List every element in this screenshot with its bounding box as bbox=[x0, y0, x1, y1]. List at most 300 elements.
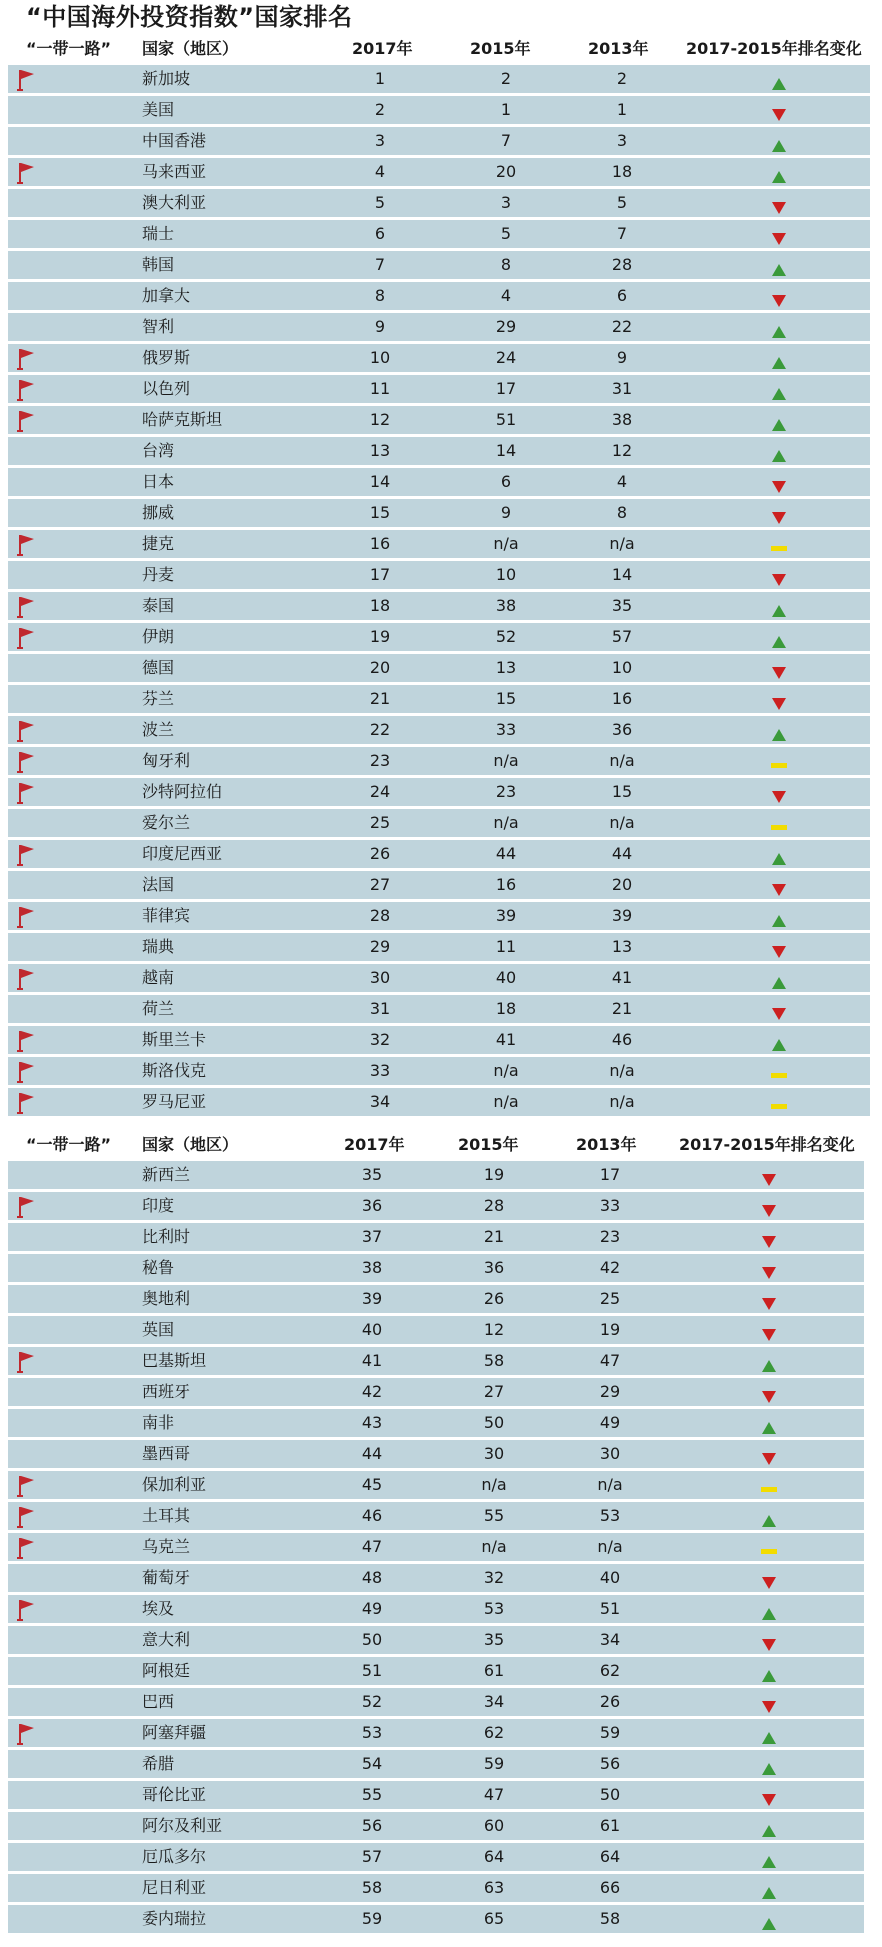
rank-2015: 41 bbox=[495, 1030, 517, 1049]
country-name: 德国 bbox=[142, 658, 175, 677]
dash-icon bbox=[761, 1478, 777, 1492]
country-name: 中国香港 bbox=[142, 131, 207, 150]
triangle-down-icon bbox=[761, 1571, 777, 1585]
country-name: 巴西 bbox=[142, 1692, 175, 1711]
table-row bbox=[8, 189, 870, 217]
country-name: 埃及 bbox=[142, 1599, 175, 1618]
country-name: 爱尔兰 bbox=[142, 813, 191, 832]
rank-2015: 44 bbox=[495, 844, 517, 863]
table-row bbox=[8, 1812, 864, 1840]
rank-2013: n/a bbox=[609, 1092, 635, 1111]
rank-2013: 51 bbox=[599, 1599, 621, 1618]
belt-road-flag-icon bbox=[16, 409, 38, 433]
rank-2015: n/a bbox=[493, 751, 519, 770]
rank-2017: 36 bbox=[361, 1196, 383, 1215]
rank-2013: 40 bbox=[599, 1568, 621, 1587]
rank-2015: 21 bbox=[483, 1227, 505, 1246]
table-row bbox=[8, 809, 870, 837]
table-row bbox=[8, 1285, 864, 1313]
rank-2017: 3 bbox=[374, 131, 386, 150]
rank-2017: 59 bbox=[361, 1909, 383, 1928]
rank-2017: 47 bbox=[361, 1537, 383, 1556]
country-name: 沙特阿拉伯 bbox=[142, 782, 223, 801]
triangle-up-icon bbox=[761, 1726, 777, 1740]
rank-2015: 39 bbox=[495, 906, 517, 925]
rank-2015: 5 bbox=[500, 224, 512, 243]
belt-road-flag-icon bbox=[16, 533, 38, 557]
dash-icon bbox=[771, 537, 787, 551]
table-body bbox=[8, 1161, 870, 1933]
rank-2015: 53 bbox=[483, 1599, 505, 1618]
table-row bbox=[8, 902, 870, 930]
rank-2013: n/a bbox=[609, 1061, 635, 1080]
belt-road-flag-icon bbox=[16, 967, 38, 991]
rank-2013: n/a bbox=[609, 534, 635, 553]
triangle-up-icon bbox=[761, 1354, 777, 1368]
triangle-down-icon bbox=[771, 289, 787, 303]
country-name: 日本 bbox=[142, 472, 175, 491]
triangle-up-icon bbox=[771, 599, 787, 613]
header-country: 国家（地区） bbox=[142, 38, 239, 58]
rank-2013: 15 bbox=[611, 782, 633, 801]
country-name: 韩国 bbox=[142, 255, 175, 274]
rank-2017: 18 bbox=[369, 596, 391, 615]
belt-road-flag-icon bbox=[16, 1350, 38, 1374]
rank-2015: 47 bbox=[483, 1785, 505, 1804]
country-name: 厄瓜多尔 bbox=[142, 1847, 207, 1866]
rank-2013: 22 bbox=[611, 317, 633, 336]
rank-2013: 6 bbox=[616, 286, 628, 305]
table-row bbox=[8, 1750, 864, 1778]
belt-road-flag-icon bbox=[16, 719, 38, 743]
rank-2013: 7 bbox=[616, 224, 628, 243]
rank-2013: 59 bbox=[599, 1723, 621, 1742]
triangle-up-icon bbox=[771, 413, 787, 427]
country-name: 意大利 bbox=[142, 1630, 191, 1649]
table-row bbox=[8, 778, 870, 806]
table-row bbox=[8, 1409, 864, 1437]
rank-2013: 33 bbox=[599, 1196, 621, 1215]
country-name: 加拿大 bbox=[142, 286, 191, 305]
table-row bbox=[8, 313, 870, 341]
triangle-down-icon bbox=[761, 1199, 777, 1213]
belt-road-flag-icon bbox=[16, 1091, 38, 1115]
rank-2013: 23 bbox=[599, 1227, 621, 1246]
header-2017: 2017年 bbox=[352, 38, 413, 58]
rank-2015: 1 bbox=[500, 100, 512, 119]
table-row bbox=[8, 685, 870, 713]
country-name: 墨西哥 bbox=[142, 1444, 191, 1463]
country-name: 阿根廷 bbox=[142, 1661, 191, 1680]
rank-2013: 64 bbox=[599, 1847, 621, 1866]
rank-2017: 50 bbox=[361, 1630, 383, 1649]
rank-2015: 20 bbox=[495, 162, 517, 181]
rank-2017: 48 bbox=[361, 1568, 383, 1587]
table-row bbox=[8, 716, 870, 744]
triangle-down-icon bbox=[761, 1323, 777, 1337]
rank-2015: 59 bbox=[483, 1754, 505, 1773]
rank-2015: 18 bbox=[495, 999, 517, 1018]
triangle-down-icon bbox=[771, 227, 787, 241]
triangle-up-icon bbox=[761, 1416, 777, 1430]
rank-2013: 1 bbox=[616, 100, 628, 119]
rank-2015: 7 bbox=[500, 131, 512, 150]
table-row bbox=[8, 1905, 864, 1933]
dash-icon bbox=[761, 1540, 777, 1554]
rank-2015: 58 bbox=[483, 1351, 505, 1370]
country-name: 越南 bbox=[142, 968, 175, 987]
header-country: 国家（地区） bbox=[142, 1134, 239, 1154]
triangle-up-icon bbox=[761, 1757, 777, 1771]
table-row bbox=[8, 96, 870, 124]
triangle-up-icon bbox=[761, 1881, 777, 1895]
rank-2017: 2 bbox=[374, 100, 386, 119]
table-row bbox=[8, 1471, 864, 1499]
country-name: 泰国 bbox=[142, 596, 175, 615]
rank-2017: 53 bbox=[361, 1723, 383, 1742]
rank-2013: 3 bbox=[616, 131, 628, 150]
rank-2017: 4 bbox=[374, 162, 386, 181]
rank-2017: 33 bbox=[369, 1061, 391, 1080]
rank-2017: 41 bbox=[361, 1351, 383, 1370]
triangle-up-icon bbox=[771, 382, 787, 396]
dash-icon bbox=[771, 1095, 787, 1109]
country-name: 斯里兰卡 bbox=[142, 1030, 207, 1049]
rank-2013: 8 bbox=[616, 503, 628, 522]
triangle-up-icon bbox=[771, 165, 787, 179]
table-body bbox=[8, 65, 870, 1116]
rank-2015: 12 bbox=[483, 1320, 505, 1339]
rank-2017: 14 bbox=[369, 472, 391, 491]
triangle-up-icon bbox=[761, 1912, 777, 1926]
triangle-up-icon bbox=[761, 1819, 777, 1833]
rank-2017: 30 bbox=[369, 968, 391, 987]
country-name: 希腊 bbox=[142, 1754, 175, 1773]
country-name: 波兰 bbox=[142, 720, 175, 739]
rank-2015: 61 bbox=[483, 1661, 505, 1680]
rank-2013: 26 bbox=[599, 1692, 621, 1711]
triangle-down-icon bbox=[761, 1788, 777, 1802]
header-2013: 2013年 bbox=[576, 1134, 637, 1154]
table-row bbox=[8, 1843, 864, 1871]
rank-2015: 40 bbox=[495, 968, 517, 987]
country-name: 保加利亚 bbox=[142, 1475, 207, 1494]
belt-road-flag-icon bbox=[16, 781, 38, 805]
table-row bbox=[8, 1026, 870, 1054]
rank-2017: 42 bbox=[361, 1382, 383, 1401]
header-change: 2017-2015年排名变化 bbox=[679, 1134, 855, 1154]
table-row bbox=[8, 1057, 870, 1085]
rank-2015: n/a bbox=[493, 1061, 519, 1080]
belt-road-flag-icon bbox=[16, 1505, 38, 1529]
country-name: 芬兰 bbox=[142, 689, 175, 708]
country-name: 捷克 bbox=[142, 534, 175, 553]
table-row bbox=[8, 344, 870, 372]
triangle-up-icon bbox=[771, 723, 787, 737]
rank-2017: 58 bbox=[361, 1878, 383, 1897]
rank-2013: 17 bbox=[599, 1165, 621, 1184]
rank-2015: 16 bbox=[495, 875, 517, 894]
rank-2015: 62 bbox=[483, 1723, 505, 1742]
rank-2013: 46 bbox=[611, 1030, 633, 1049]
country-name: 匈牙利 bbox=[142, 751, 191, 770]
triangle-up-icon bbox=[761, 1664, 777, 1678]
belt-road-flag-icon bbox=[16, 161, 38, 185]
table-row bbox=[8, 1781, 864, 1809]
rank-2013: 16 bbox=[611, 689, 633, 708]
table-row bbox=[8, 1088, 870, 1116]
ranking-table-2 bbox=[8, 1128, 870, 1936]
rank-2013: 57 bbox=[611, 627, 633, 646]
rank-2017: 39 bbox=[361, 1289, 383, 1308]
rank-2017: 25 bbox=[369, 813, 391, 832]
triangle-up-icon bbox=[771, 258, 787, 272]
table-row bbox=[8, 1874, 864, 1902]
rank-2017: 9 bbox=[374, 317, 386, 336]
rank-2017: 11 bbox=[369, 379, 391, 398]
belt-road-flag-icon bbox=[16, 1474, 38, 1498]
rank-2013: 58 bbox=[599, 1909, 621, 1928]
rank-2013: 34 bbox=[599, 1630, 621, 1649]
triangle-up-icon bbox=[771, 320, 787, 334]
belt-road-flag-icon bbox=[16, 1060, 38, 1084]
table-row bbox=[8, 995, 870, 1023]
rank-2013: 19 bbox=[599, 1320, 621, 1339]
rank-2015: 26 bbox=[483, 1289, 505, 1308]
rank-2017: 35 bbox=[361, 1165, 383, 1184]
triangle-up-icon bbox=[771, 909, 787, 923]
country-name: 土耳其 bbox=[142, 1506, 191, 1525]
rank-2017: 5 bbox=[374, 193, 386, 212]
rank-2015: n/a bbox=[481, 1475, 507, 1494]
table-row bbox=[8, 1161, 864, 1189]
belt-road-flag-icon bbox=[16, 1722, 38, 1746]
rank-2017: 6 bbox=[374, 224, 386, 243]
rank-2013: 29 bbox=[599, 1382, 621, 1401]
triangle-down-icon bbox=[761, 1261, 777, 1275]
rank-2017: 44 bbox=[361, 1444, 383, 1463]
table-row bbox=[8, 406, 870, 434]
rank-2015: 6 bbox=[500, 472, 512, 491]
dash-icon bbox=[771, 816, 787, 830]
rank-2017: 12 bbox=[369, 410, 391, 429]
triangle-down-icon bbox=[771, 1002, 787, 1016]
belt-road-flag-icon bbox=[16, 905, 38, 929]
header-2015: 2015年 bbox=[470, 38, 531, 58]
rank-2017: 46 bbox=[361, 1506, 383, 1525]
belt-road-flag-icon bbox=[16, 626, 38, 650]
belt-road-flag-icon bbox=[16, 378, 38, 402]
rank-2015: 64 bbox=[483, 1847, 505, 1866]
table-row bbox=[8, 468, 870, 496]
rank-2013: 5 bbox=[616, 193, 628, 212]
country-name: 新加坡 bbox=[142, 69, 191, 88]
country-name: 阿塞拜疆 bbox=[142, 1723, 207, 1742]
triangle-down-icon bbox=[761, 1695, 777, 1709]
triangle-up-icon bbox=[761, 1850, 777, 1864]
country-name: 葡萄牙 bbox=[142, 1568, 191, 1587]
rank-2017: 29 bbox=[369, 937, 391, 956]
table-row bbox=[8, 1564, 864, 1592]
country-name: 秘鲁 bbox=[142, 1258, 175, 1277]
rank-2015: 65 bbox=[483, 1909, 505, 1928]
rank-2017: 51 bbox=[361, 1661, 383, 1680]
table-row bbox=[8, 1688, 864, 1716]
rank-2013: 31 bbox=[611, 379, 633, 398]
table-row bbox=[8, 1347, 864, 1375]
rank-2017: 20 bbox=[369, 658, 391, 677]
belt-road-flag-icon bbox=[16, 595, 38, 619]
triangle-down-icon bbox=[771, 785, 787, 799]
rank-2013: 12 bbox=[611, 441, 633, 460]
rank-2015: 51 bbox=[495, 410, 517, 429]
country-name: 尼日利亚 bbox=[142, 1878, 207, 1897]
rank-2013: 13 bbox=[611, 937, 633, 956]
rank-2013: 56 bbox=[599, 1754, 621, 1773]
country-name: 菲律宾 bbox=[142, 906, 191, 925]
rank-2015: 33 bbox=[495, 720, 517, 739]
rank-2013: 14 bbox=[611, 565, 633, 584]
ranking-table-1 bbox=[8, 32, 870, 1119]
country-name: 马来西亚 bbox=[142, 162, 207, 181]
table-row bbox=[8, 65, 870, 93]
rank-2015: 38 bbox=[495, 596, 517, 615]
table-header bbox=[8, 32, 870, 62]
triangle-up-icon bbox=[771, 630, 787, 644]
rank-2015: 24 bbox=[495, 348, 517, 367]
rank-2017: 15 bbox=[369, 503, 391, 522]
rank-2013: n/a bbox=[597, 1475, 623, 1494]
dash-icon bbox=[771, 1064, 787, 1078]
rank-2013: n/a bbox=[609, 813, 635, 832]
table-row bbox=[8, 1378, 864, 1406]
country-name: 新西兰 bbox=[142, 1165, 191, 1184]
rank-2013: 9 bbox=[616, 348, 628, 367]
triangle-up-icon bbox=[771, 971, 787, 985]
rank-2013: 21 bbox=[611, 999, 633, 1018]
triangle-down-icon bbox=[771, 878, 787, 892]
rank-2015: 63 bbox=[483, 1878, 505, 1897]
rank-2013: 36 bbox=[611, 720, 633, 739]
rank-2013: 53 bbox=[599, 1506, 621, 1525]
rank-2013: 2 bbox=[616, 69, 628, 88]
country-name: 智利 bbox=[142, 317, 175, 336]
table-row bbox=[8, 1595, 864, 1623]
triangle-up-icon bbox=[761, 1602, 777, 1616]
rank-2017: 55 bbox=[361, 1785, 383, 1804]
country-name: 西班牙 bbox=[142, 1382, 191, 1401]
table-row bbox=[8, 251, 870, 279]
triangle-down-icon bbox=[771, 103, 787, 117]
table-row bbox=[8, 437, 870, 465]
rank-2013: 10 bbox=[611, 658, 633, 677]
table-row bbox=[8, 933, 870, 961]
rank-2013: 25 bbox=[599, 1289, 621, 1308]
rank-2017: 45 bbox=[361, 1475, 383, 1494]
triangle-down-icon bbox=[761, 1385, 777, 1399]
table-row bbox=[8, 561, 870, 589]
country-name: 奥地利 bbox=[142, 1289, 191, 1308]
table-row bbox=[8, 1626, 864, 1654]
triangle-up-icon bbox=[771, 444, 787, 458]
triangle-down-icon bbox=[771, 661, 787, 675]
rank-2013: 18 bbox=[611, 162, 633, 181]
rank-2013: 47 bbox=[599, 1351, 621, 1370]
rank-2013: 4 bbox=[616, 472, 628, 491]
rank-2017: 21 bbox=[369, 689, 391, 708]
rank-2013: 62 bbox=[599, 1661, 621, 1680]
rank-2015: 55 bbox=[483, 1506, 505, 1525]
triangle-down-icon bbox=[761, 1292, 777, 1306]
triangle-down-icon bbox=[771, 568, 787, 582]
page-title: “中国海外投资指数”国家排名 bbox=[26, 3, 353, 31]
rank-2015: 28 bbox=[483, 1196, 505, 1215]
rank-2015: 4 bbox=[500, 286, 512, 305]
table-row bbox=[8, 127, 870, 155]
rank-2017: 13 bbox=[369, 441, 391, 460]
country-name: 伊朗 bbox=[142, 627, 175, 646]
table-row bbox=[8, 220, 870, 248]
country-name: 比利时 bbox=[142, 1227, 191, 1246]
country-name: 罗马尼亚 bbox=[142, 1092, 207, 1111]
table-row bbox=[8, 158, 870, 186]
rank-2017: 28 bbox=[369, 906, 391, 925]
table-row bbox=[8, 1657, 864, 1685]
country-name: 俄罗斯 bbox=[142, 348, 191, 367]
rank-2017: 17 bbox=[369, 565, 391, 584]
country-name: 委内瑞拉 bbox=[142, 1909, 207, 1928]
rank-2017: 57 bbox=[361, 1847, 383, 1866]
country-name: 美国 bbox=[142, 100, 175, 119]
country-name: 阿尔及利亚 bbox=[142, 1816, 223, 1835]
belt-road-flag-icon bbox=[16, 1536, 38, 1560]
rank-2015: 52 bbox=[495, 627, 517, 646]
rank-2015: n/a bbox=[493, 1092, 519, 1111]
country-name: 哥伦比亚 bbox=[142, 1785, 207, 1804]
rank-2013: 42 bbox=[599, 1258, 621, 1277]
rank-2015: 35 bbox=[483, 1630, 505, 1649]
rank-2017: 7 bbox=[374, 255, 386, 274]
rank-2015: n/a bbox=[493, 813, 519, 832]
rank-2013: n/a bbox=[597, 1537, 623, 1556]
country-name: 瑞典 bbox=[142, 937, 175, 956]
rank-2017: 54 bbox=[361, 1754, 383, 1773]
rank-2013: 50 bbox=[599, 1785, 621, 1804]
country-name: 挪威 bbox=[142, 503, 175, 522]
table-row bbox=[8, 840, 870, 868]
rank-2017: 43 bbox=[361, 1413, 383, 1432]
table-header bbox=[8, 1128, 870, 1158]
rank-2015: 29 bbox=[495, 317, 517, 336]
rank-2017: 24 bbox=[369, 782, 391, 801]
rank-2017: 23 bbox=[369, 751, 391, 770]
country-name: 南非 bbox=[142, 1413, 175, 1432]
country-name: 印度尼西亚 bbox=[142, 844, 223, 863]
rank-2017: 16 bbox=[369, 534, 391, 553]
country-name: 荷兰 bbox=[142, 999, 175, 1018]
triangle-down-icon bbox=[771, 506, 787, 520]
table-row bbox=[8, 871, 870, 899]
rank-2017: 37 bbox=[361, 1227, 383, 1246]
country-name: 乌克兰 bbox=[142, 1537, 191, 1556]
rank-2017: 32 bbox=[369, 1030, 391, 1049]
table-row bbox=[8, 1533, 864, 1561]
rank-2015: 23 bbox=[495, 782, 517, 801]
rank-2015: 27 bbox=[483, 1382, 505, 1401]
rank-2017: 40 bbox=[361, 1320, 383, 1339]
table-row bbox=[8, 530, 870, 558]
table-row bbox=[8, 1223, 864, 1251]
